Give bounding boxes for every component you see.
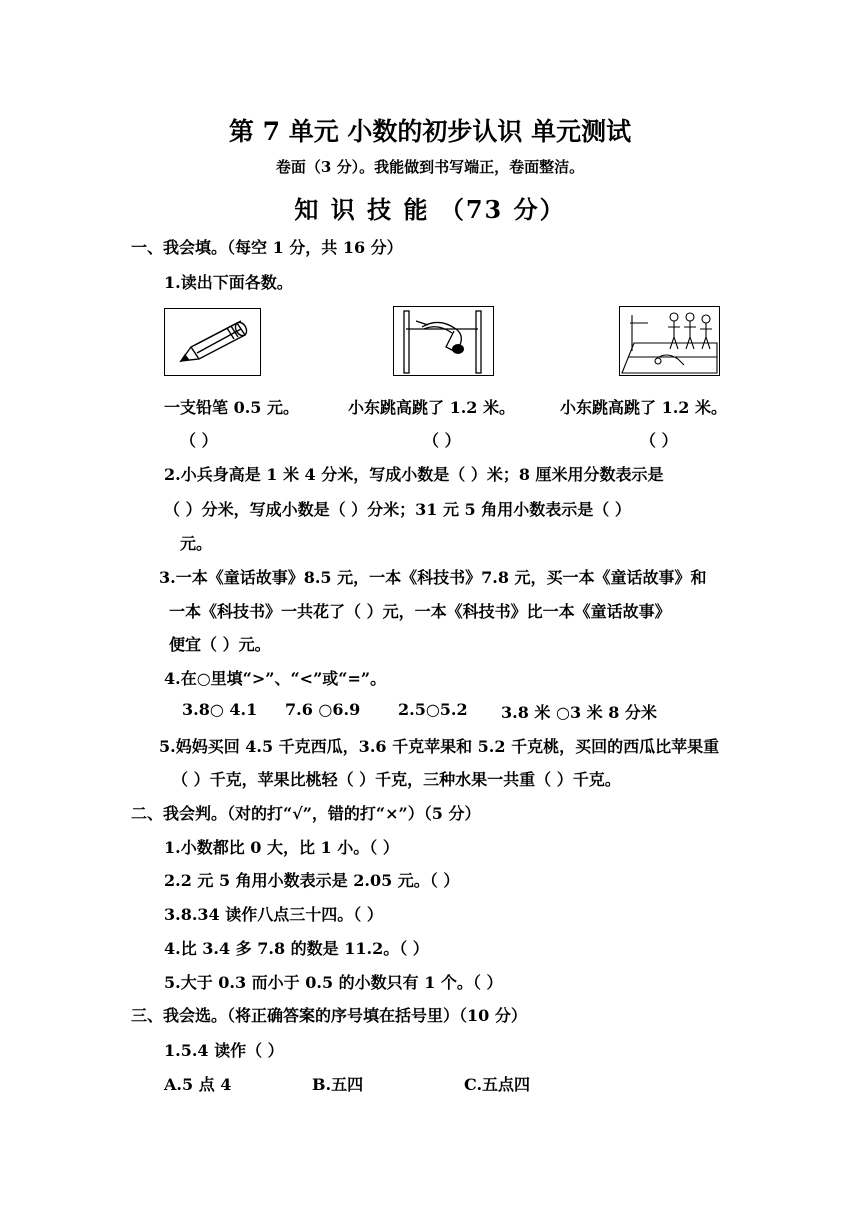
caption-pencil: 一支铅笔 0.5 元。 [164,398,299,417]
athletes-image [619,306,720,376]
q3-line3: 便宜（ ）元。 [169,635,271,654]
q3-line1: 3.一本《童话故事》8.5 元，一本《科技书》7.8 元，买一本《童话故事》和 [159,568,707,587]
q5-line2: （ ）千克，苹果比桃轻（ ）千克，三种水果一共重（ ）千克。 [172,770,621,789]
caption-jump-1: 小东跳高跳了 1.2 米。 [348,398,515,417]
judge-item-5: 5.大于 0.3 而小于 0.5 的小数只有 1 个。（ ） [164,973,503,992]
q2-line2: （ ）分米，写成小数是（ ）分米；31 元 5 角用小数表示是（ ） [164,500,631,519]
athletes-icon [620,307,719,375]
compare-item-3: 2.5○5.2 [398,700,468,719]
option-a: A.5 点 4 [164,1075,232,1094]
compare-item-2: 7.6 ○6.9 [285,700,361,719]
judge-item-2: 2.2 元 5 角用小数表示是 2.05 元。（ ） [164,871,460,890]
choice-q1-text: 1.5.4 读作（ ） [164,1041,284,1060]
high-jump-image [393,306,494,376]
compare-item-1: 3.8○ 4.1 [182,700,258,719]
q4-text: 4.在○里填“>”、“<”或“=”。 [164,669,387,688]
answer-blank-3: （ ） [640,431,678,450]
page-subtitle: 卷面（3 分）。我能做到书写端正，卷面整洁。 [275,158,585,176]
part2-heading: 二、我会判。（对的打“√”，错的打“×”）（5 分） [131,804,481,823]
pencil-icon [165,309,260,375]
q3-line2: 一本《科技书》一共花了（ ）元，一本《科技书》比一本《童话故事》 [169,602,671,621]
pencil-image [164,308,261,376]
q2-line3: 元。 [180,534,213,553]
judge-item-3: 3.8.34 读作八点三十四。（ ） [164,905,383,924]
high-jump-icon [394,307,493,375]
judge-item-4: 4.比 3.4 多 7.8 的数是 11.2。（ ） [164,939,429,958]
q5-line1: 5.妈妈买回 4.5 千克西瓜，3.6 千克苹果和 5.2 千克桃，买回的西瓜比苹果重 [159,737,720,756]
judge-item-1: 1.小数都比 0 大，比 1 小。（ ） [164,838,399,857]
section-title: 知 识 技 能 （73 分） [294,195,566,224]
part3-heading: 三、我会选。（将正确答案的序号填在括号里）（10 分） [131,1006,527,1025]
compare-item-4: 3.8 米 ○3 米 8 分米 [501,703,657,722]
part1-heading: 一、我会填。（每空 1 分，共 16 分） [131,238,403,257]
q2-line1: 2.小兵身高是 1 米 4 分米，写成小数是（ ）米；8 厘米用分数表示是 [164,465,664,484]
caption-jump-2: 小东跳高跳了 1.2 米。 [560,398,727,417]
page-title: 第 7 单元 小数的初步认识 单元测试 [228,117,632,146]
option-b: B.五四 [312,1075,364,1094]
option-c: C.五点四 [464,1075,531,1094]
answer-blank-1: （ ） [180,431,218,450]
q1-text: 1.读出下面各数。 [164,273,293,292]
answer-blank-2: （ ） [423,431,461,450]
